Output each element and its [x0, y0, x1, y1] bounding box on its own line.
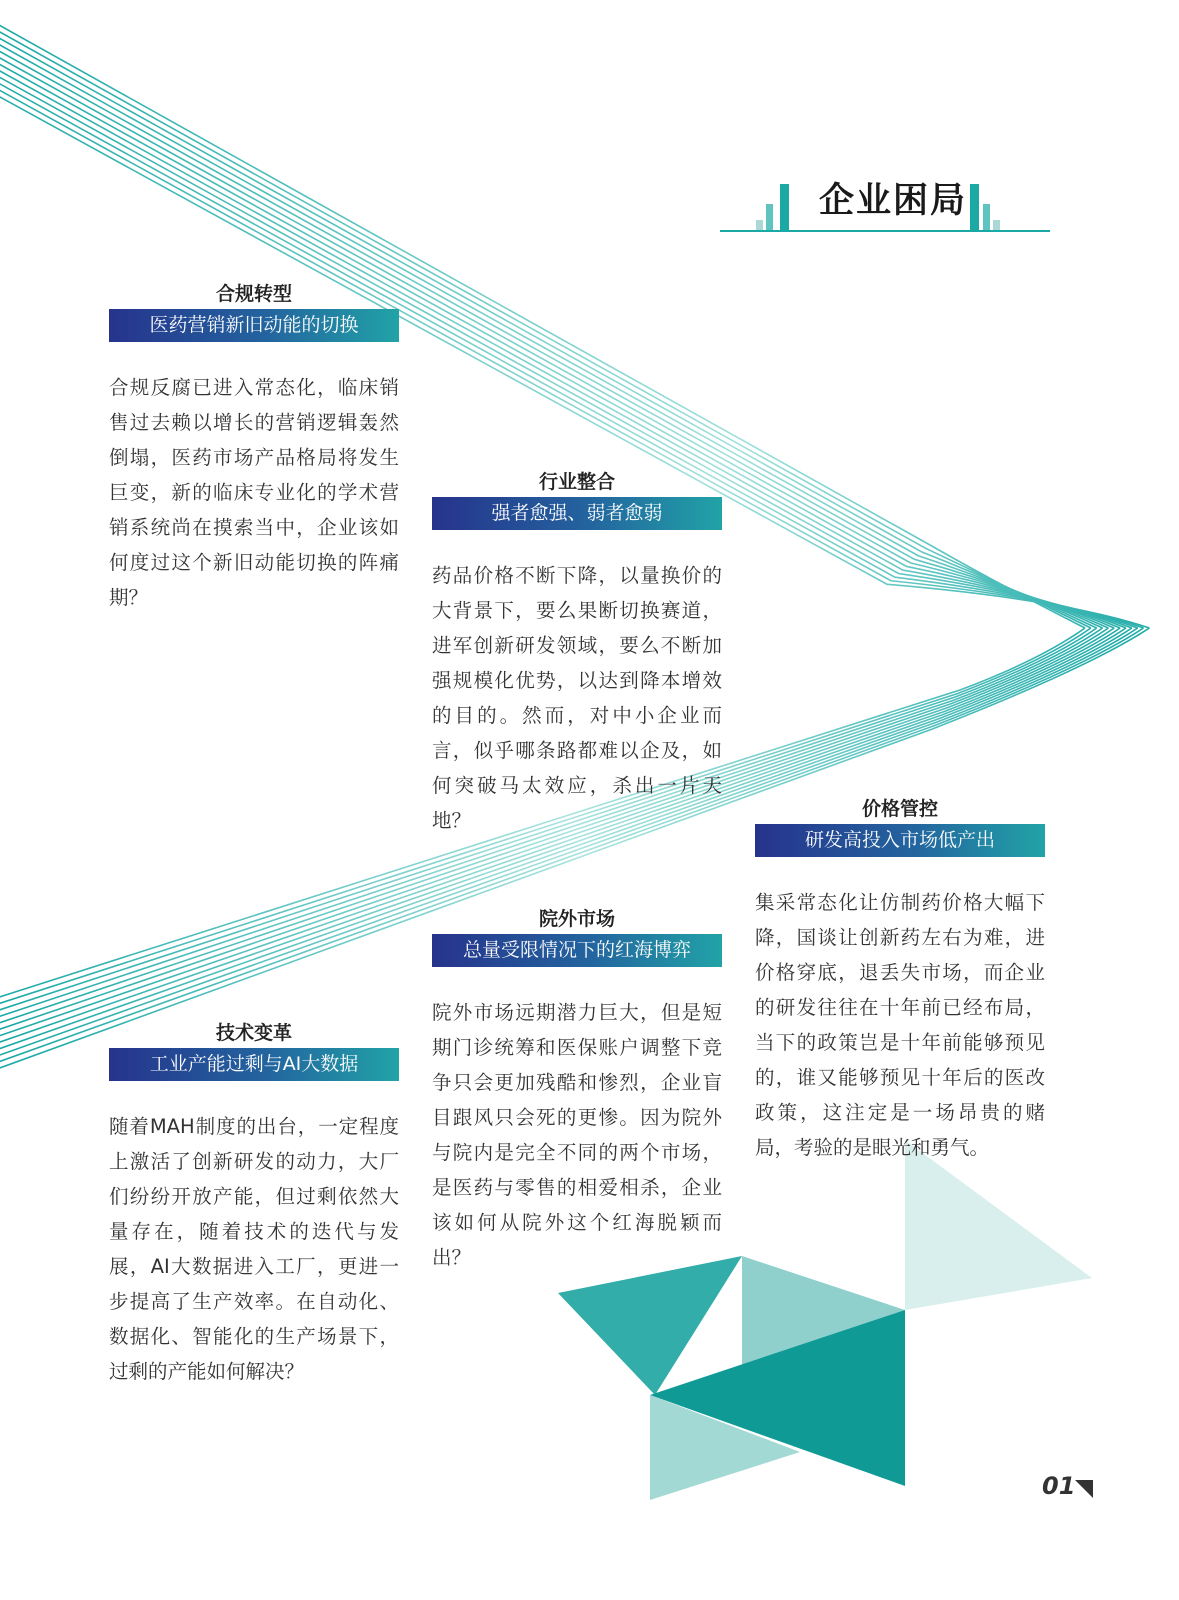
- block-heading: 价格管控: [861, 798, 938, 820]
- section-title: 企业困局: [818, 181, 967, 221]
- block-tech-change: [109, 1018, 399, 1389]
- block-heading: 合规转型: [215, 283, 292, 305]
- header-bar: [756, 220, 763, 230]
- block-subtitle: 工业产能过剩与AI大数据: [109, 1048, 399, 1081]
- block-heading: 院外市场: [538, 908, 615, 930]
- block-outpatient-market: [432, 904, 722, 1275]
- block-body: 药品价格不断下降，以量换价的大背景下，要么果断切换赛道，进军创新研发领域，要么不断加强规模化优势，以达到降本增效的目的。然而，对中小企业而言，似乎哪条路都难以企及，如何突破马太效应，杀出一片天地？: [432, 564, 722, 832]
- block-subtitle: 总量受限情况下的红海博弈: [432, 934, 722, 967]
- block-body: 集采常态化让仿制药价格大幅下降，国谈让创新药左右为难，进价格穿底，退丢失市场，而企业的研发往往在十年前已经布局，当下的政策岂是十年前能够预见的，谁又能够预见十年后的医改政策，这注定是一场昂贵的赌局，考验的是眼光和勇气。: [755, 891, 1045, 1159]
- header-bar: [766, 204, 773, 230]
- block-subtitle: 医药营销新旧动能的切换: [109, 309, 399, 342]
- section-header: [720, 178, 1050, 232]
- block-heading: 技术变革: [215, 1022, 292, 1044]
- block-heading: 行业整合: [538, 471, 615, 493]
- corner-arrow-icon: [1075, 1480, 1093, 1498]
- block-price-control: [755, 794, 1045, 1165]
- block-compliance: [109, 279, 399, 615]
- page-number: 01: [1042, 1472, 1076, 1500]
- header-bar: [983, 204, 990, 230]
- header-baseline: [720, 230, 1050, 232]
- block-subtitle: 研发高投入市场低产出: [755, 824, 1045, 857]
- block-industry-consolidation: [432, 467, 722, 838]
- block-body: 随着MAH制度的出台，一定程度上激活了创新研发的动力，大厂们纷纷开放产能，但过剩依然大量存在，随着技术的迭代与发展，AI大数据进入工厂，更进一步提高了生产效率。在自动化、数据化、智能化的生产场景下，过剩的产能如何解决？: [109, 1115, 399, 1383]
- block-subtitle: 强者愈强、弱者愈弱: [432, 497, 722, 530]
- header-bar: [780, 184, 789, 230]
- header-bar: [993, 220, 1000, 230]
- block-body: 合规反腐已进入常态化，临床销售过去赖以增长的营销逻辑轰然倒塌，医药市场产品格局将发生巨变，新的临床专业化的学术营销系统尚在摸索当中，企业该如何度过这个新旧动能切换的阵痛期？: [109, 376, 399, 609]
- block-body: 院外市场远期潜力巨大，但是短期门诊统筹和医保账户调整下竞争只会更加残酷和惨烈，企业盲目跟风只会死的更惨。因为院外与院内是完全不同的两个市场，是医药与零售的相爱相杀，企业该如何从院外这个红海脱颖而出？: [432, 1001, 722, 1269]
- header-bar: [970, 184, 979, 230]
